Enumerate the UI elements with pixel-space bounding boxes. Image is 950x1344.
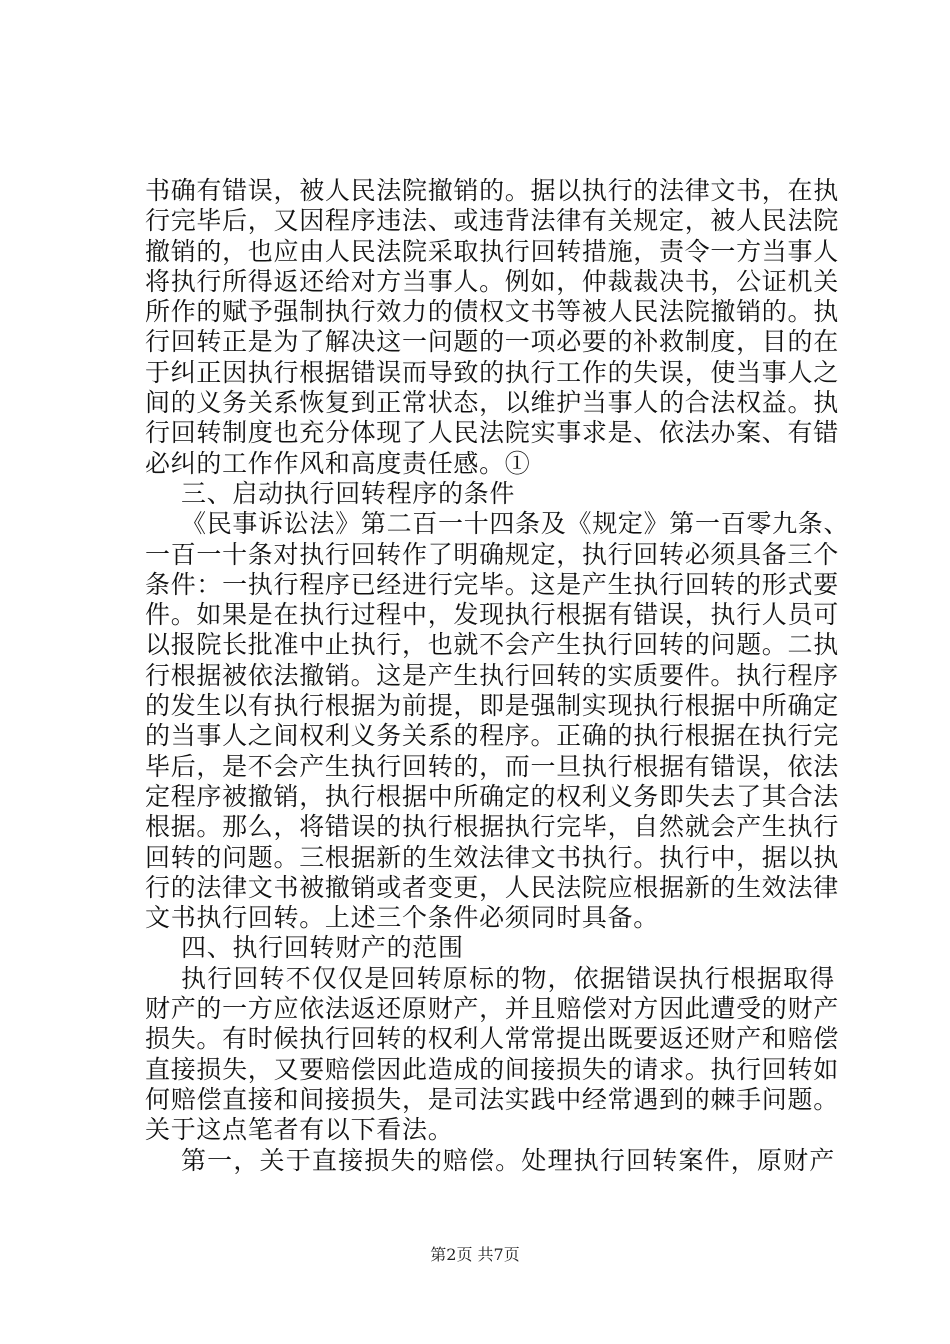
page-number-footer: 第2页 共7页: [430, 1245, 520, 1264]
text-line: 行回转正是为了解决这一问题的一项必要的补救制度，目的在: [145, 327, 839, 357]
document-body: [145, 176, 850, 1176]
text-line: 定程序被撤销，执行根据中所确定的权利义务即失去了其合法: [145, 781, 839, 811]
text-line: 件。如果是在执行过程中，发现执行根据有错误，执行人员可: [145, 600, 839, 630]
text-line: 毕后，是不会产生执行回转的，而一旦执行根据有错误，依法: [145, 751, 839, 781]
text-line: 损失。有时候执行回转的权利人常常提出既要返还财产和赔偿: [145, 1024, 839, 1054]
text-line: 的发生以有执行根据为前提，即是强制实现执行根据中所确定: [145, 691, 839, 721]
text-line: 撤销的，也应由人民法院采取执行回转措施，责令一方当事人: [145, 236, 839, 266]
section-heading: 三、启动执行回转程序的条件: [181, 478, 516, 508]
text-line: 于纠正因执行根据错误而导致的执行工作的失误，使当事人之: [145, 357, 839, 387]
text-line: 关于这点笔者有以下看法。: [145, 1115, 454, 1145]
text-line: 以报院长批准中止执行，也就不会产生执行回转的问题。二执: [145, 630, 839, 660]
text-line: 条件：一执行程序已经进行完毕。这是产生执行回转的形式要: [145, 569, 839, 599]
text-line: 将执行所得返还给对方当事人。例如，仲裁裁决书，公证机关: [145, 266, 839, 296]
text-line: 回转的问题。三根据新的生效法律文书执行。执行中，据以执: [145, 842, 839, 872]
text-line: 行回转制度也充分体现了人民法院实事求是、依法办案、有错: [145, 418, 839, 448]
text-line: 书确有错误，被人民法院撤销的。据以执行的法律文书，在执: [145, 176, 839, 205]
text-line: 一百一十条对执行回转作了明确规定，执行回转必须具备三个: [145, 539, 839, 569]
text-line: 行的法律文书被撤销或者变更，人民法院应根据新的生效法律: [145, 872, 839, 902]
text-line: 行完毕后，又因程序违法、或违背法律有关规定，被人民法院: [145, 206, 839, 236]
text-line: 第一，关于直接损失的赔偿。处理执行回转案件，原财产: [181, 1145, 835, 1175]
text-line: 必纠的工作作风和高度责任感。①: [145, 448, 531, 478]
text-line: 根据。那么，将错误的执行根据执行完毕，自然就会产生执行: [145, 812, 839, 842]
text-line: 行根据被依法撤销。这是产生执行回转的实质要件。执行程序: [145, 660, 839, 690]
text-line: 财产的一方应依法返还原财产，并且赔偿对方因此遭受的财产: [145, 994, 839, 1024]
text-line: 所作的赋予强制执行效力的债权文书等被人民法院撤销的。执: [145, 297, 839, 327]
text-line: 间的义务关系恢复到正常状态，以维护当事人的合法权益。执: [145, 388, 839, 418]
section-heading: 四、执行回转财产的范围: [181, 933, 464, 963]
text-line: 直接损失，又要赔偿因此造成的间接损失的请求。执行回转如: [145, 1054, 839, 1084]
text-line: 的当事人之间权利义务关系的程序。正确的执行根据在执行完: [145, 721, 839, 751]
text-line: 《民事诉讼法》第二百一十四条及《规定》第一百零九条、: [181, 509, 850, 539]
text-line: 何赔偿直接和间接损失，是司法实践中经常遇到的棘手问题。: [145, 1084, 839, 1114]
text-line: 执行回转不仅仅是回转原标的物，依据错误执行根据取得: [181, 963, 835, 993]
text-line: 文书执行回转。上述三个条件必须同时具备。: [145, 903, 660, 933]
